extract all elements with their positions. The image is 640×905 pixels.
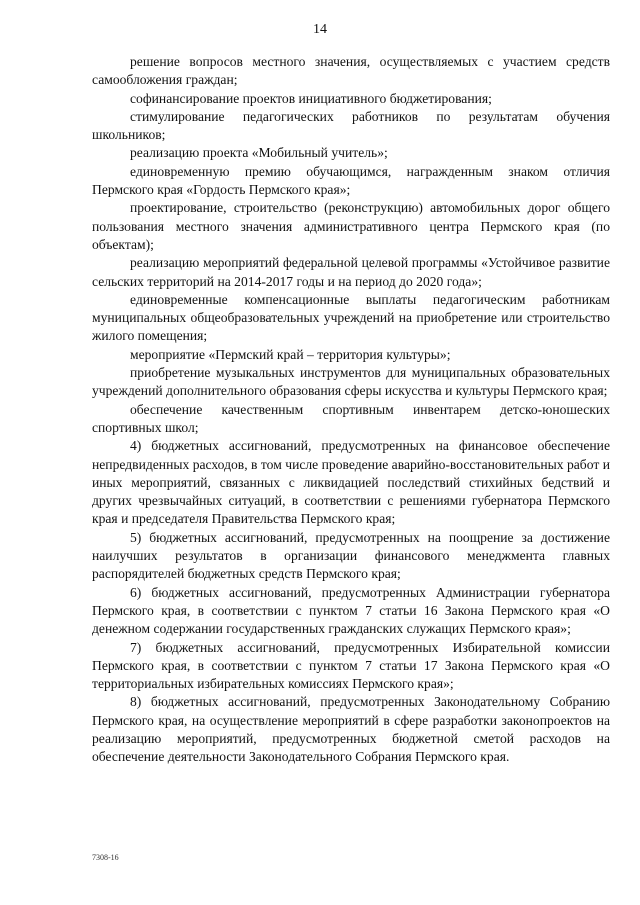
paragraph-rural-development: реализацию мероприятий федеральной целевой программы «Устойчивое развитие сельских территорий на 2014-2017 годы и на период до 2020 года»; bbox=[92, 255, 610, 289]
paragraph-item-5: 5) бюджетных ассигнований, предусмотренных на поощрение за достижение наилучших результатов в организации финансового менеджмента главных распорядителей бюджетных средств Пермского края; bbox=[92, 529, 610, 582]
paragraph-road-construction: проектирование, строительство (реконструкцию) автомобильных дорог общего пользования местного значения административного центра Пермского края (по объектам); bbox=[92, 200, 610, 252]
paragraph-musical-instruments: приобретение музыкальных инструментов для муниципальных образовательных учреждений дополнительного образования сферы искусства и культуры Пермского края; bbox=[92, 365, 610, 399]
paragraph-initiative-budgeting: софинансирование проектов инициативного бюджетирования; bbox=[130, 90, 492, 106]
paragraph-sports-equipment: обеспечение качественным спортивным инвентарем детско-юношеских спортивных школ; bbox=[92, 401, 610, 435]
paragraph-teacher-housing: единовременные компенсационные выплаты педагогическим работникам муниципальных общеобразовательных учреждений на приобретение или строительство жилого помещения; bbox=[92, 291, 610, 344]
paragraph-item-4: 4) бюджетных ассигнований, предусмотренных на финансовое обеспечение непредвиденных расходов, в том числе проведение аварийно-восстановительных работ и иных мероприятий, связанных с ликвидацией последствий стихийных бедствий и других чрезвычайных ситуаций, в соответствии с решениями губернатора Пермского края и председателя Правительства Пермского края; bbox=[92, 438, 610, 527]
paragraph-mobile-teacher: реализацию проекта «Мобильный учитель»; bbox=[130, 145, 388, 161]
paragraph-teacher-incentives: стимулирование педагогических работников по результатам обучения школьников; bbox=[92, 108, 610, 143]
footer-document-code: 7308-16 bbox=[92, 853, 119, 862]
document-body bbox=[92, 53, 610, 767]
page-number: 14 bbox=[313, 22, 327, 37]
paragraph-local-issues: решение вопросов местного значения, осуществляемых с участием средств самообложения граждан; bbox=[92, 54, 610, 88]
paragraph-culture-territory: мероприятие «Пермский край – территория культуры»; bbox=[130, 346, 451, 362]
paragraph-student-award: единовременную премию обучающимся, награжденным знаком отличия Пермского края «Гордость Пермского края»; bbox=[92, 163, 610, 198]
paragraph-item-6: 6) бюджетных ассигнований, предусмотренных Администрации губернатора Пермского края, в соответствии с пунктом 7 статьи 16 Закона Пермского края «О денежном содержании государственных гражданских служащих Пермского края»; bbox=[92, 584, 610, 637]
paragraph-item-7: 7) бюджетных ассигнований, предусмотренных Избирательной комиссии Пермского края, в соответствии с пунктом 7 статьи 17 Закона Пермского края «О территориальных избирательных комиссиях Пермского края»; bbox=[92, 639, 610, 692]
paragraph-item-8: 8) бюджетных ассигнований, предусмотренных Законодательному Собранию Пермского края, на осуществление мероприятий в сфере разработки законопроектов на реализацию мероприятий, предусмотренных бюджетной сметой расходов на обеспечение деятельности Законодательного Собрания Пермского края. bbox=[92, 694, 610, 765]
